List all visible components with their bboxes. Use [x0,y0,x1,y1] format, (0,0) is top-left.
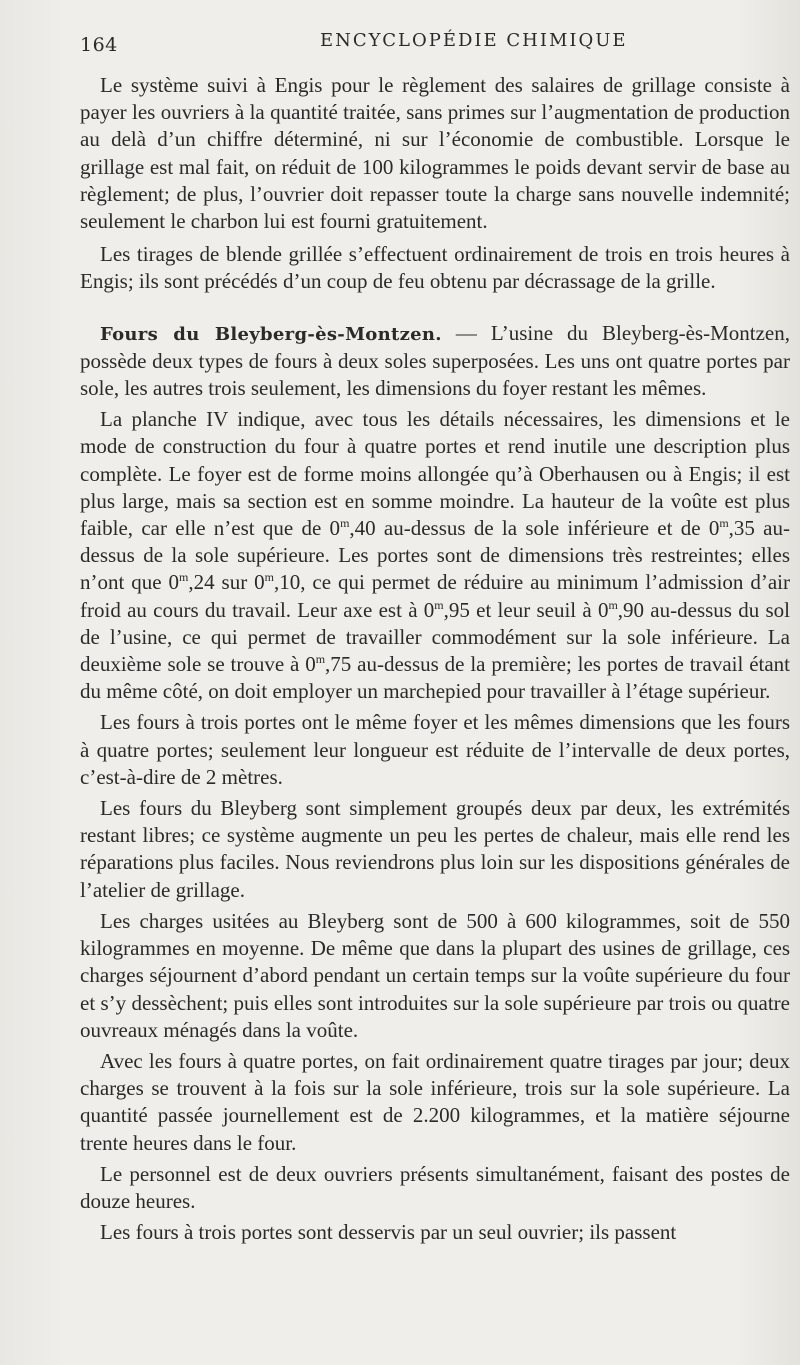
paragraph: Les fours à trois portes ont le même foyer et les mêmes dimensions que les fours à quatre portes; seulement leur longueur est réduite de l’intervalle de deux portes, c’est-à-dire de 2 mètres. [80,710,790,789]
section-intro: — L’usine du Bleyberg-ès-Montzen, possède deux types de fours à deux soles superposées. Les uns ont quatre portes par sole, les autres trois seulement, les dimensions du foyer restant les mêmes. [80,320,790,401]
page-number: 164 [80,34,118,56]
section-heading: Fours du Bleyberg-ès-Montzen. [100,323,442,345]
body-text [80,72,790,1250]
paragraph: Les fours à trois portes sont desservis par un seul ouvrier; ils passent [100,1220,677,1245]
running-title: ENCYCLOPÉDIE CHIMIQUE [320,30,628,51]
paragraph: Les tirages de blende grillée s’effectuent ordinairement de trois en trois heures à Engis; ils sont précédés d’un coup de feu obtenu par décrassage de la grille. [80,242,790,294]
page-header [80,28,780,58]
paragraph: La planche IV indique, avec tous les détails nécessaires, les dimensions et le mode de construction du four à quatre portes et rend inutile une description plus complète. Le foyer est de forme moins allongée qu’à Oberhausen ou à Engis; il est plus large, mais sa section est en somme moindre. La hauteur de la voûte est plus faible, car elle n’est que de 0$^m$,40 au-dessus de la sole inférieure et de 0$^m$,35 au-dessus de la sole supérieure. Les portes sont de dimensions très restreintes; elles n’ont que 0$^m$,24 sur 0$^m$,10, ce qui permet de réduire au minimum l’admission d’air froid au cours du travail. Leur axe est à 0$^m$,95 et leur seuil à 0$^m$,90 au-dessus du sol de l’usine, ce qui permet de travailler commodément sur la sole inférieure. La deuxième sole se trouve à 0$^m$,75 au-dessus de la première; les portes de travail étant du même côté, on doit employer un marchepied pour travailler à l’étage supérieur. [80,407,791,704]
section-intro-paragraph [80,320,790,403]
paragraph: Les charges usitées au Bleyberg sont de 500 à 600 kilogrammes, soit de 550 kilogrammes en moyenne. De même que dans la plupart des usines de grillage, ces charges séjournent d’abord pendant un certain temps sur la voûte supérieure du four et s’y dessèchent; puis elles sont introduites sur la sole supérieure par trois ou quatre ouvreaux ménagés dans la voûte. [80,908,790,1042]
paragraph: Avec les fours à quatre portes, on fait ordinairement quatre tirages par jour; deux charges se trouvent à la fois sur la sole inférieure, trois sur la sole supérieure. La quantité passée journellement est de 2.200 kilogrammes, et la matière séjourne trente heures dans le four. [80,1048,790,1155]
paragraph: Le personnel est de deux ouvriers présents simultanément, faisant des postes de douze heures. [80,1161,790,1213]
paragraph: Le système suivi à Engis pour le règlement des salaires de grillage consiste à payer les ouvriers à la quantité traitée, sans primes sur l’augmentation de production au delà d’un chiffre déterminé, ni sur l’économie de combustible. Lorsque le grillage est mal fait, on réduit de 100 kilogrammes le poids devant servir de base au règlement; de plus, l’ouvrier doit repasser toute la charge sans nouvelle indemnité; seulement le charbon lui est fourni gratuitement. [80,73,790,234]
paragraph: Les fours du Bleyberg sont simplement groupés deux par deux, les extrémités restant libres; ce système augmente un peu les pertes de chaleur, mais elle rend les réparations plus faciles. Nous reviendrons plus loin sur les dispositions générales de l’atelier de grillage. [80,796,790,902]
